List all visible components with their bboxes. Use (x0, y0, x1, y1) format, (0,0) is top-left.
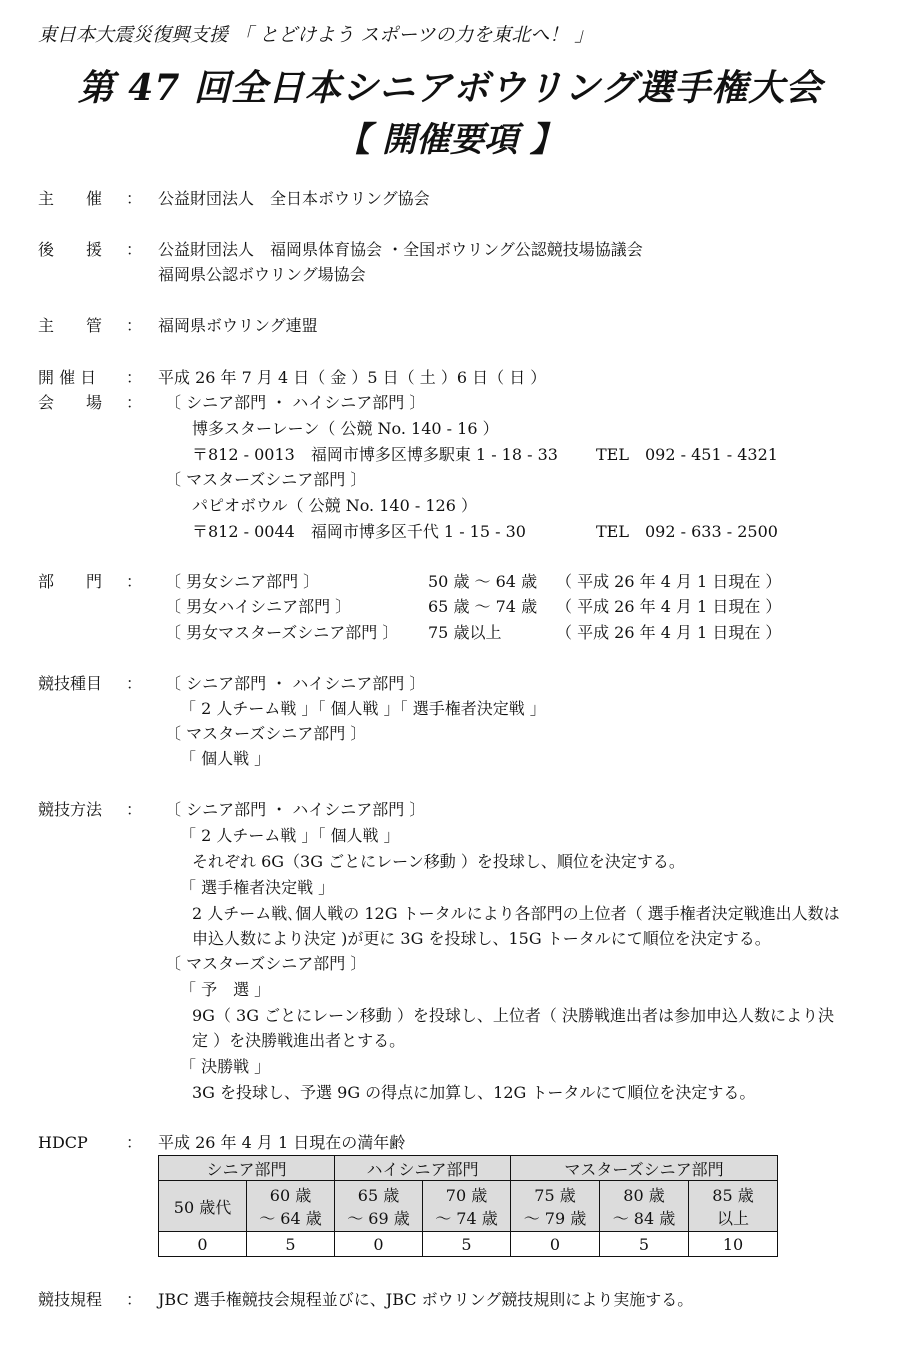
method-label: 競技方法 (38, 800, 103, 819)
division-age: 65 歳 ～ 74 歳 (428, 597, 538, 616)
method-desc3a: 9G（ 3G ごとにレーン移動 ）を投球し、上位者（ 決勝戦進出者は参加申込人数により決 (192, 1006, 834, 1025)
hdcp-age-line: ～ 74 歳 (435, 1209, 498, 1228)
colon: ： (126, 800, 143, 819)
divisions-label: 部 門 (38, 572, 103, 591)
hdcp-group: マスターズシニア部門 (511, 1156, 778, 1181)
hdcp-age (335, 1181, 423, 1232)
events-items1: 「 2 人チーム戦 」「 個人戦 」「 選手権者決定戦 」 (180, 699, 546, 718)
support-line2: 福岡県公認ボウリング場協会 (158, 265, 366, 284)
events-group1: 〔 シニア部門 ・ ハイシニア部門 〕 (165, 674, 426, 693)
events-group2: 〔 マスターズシニア部門 〕 (165, 724, 367, 743)
division-asof: （ 平成 26 年 4 月 1 日現在 ） (556, 572, 782, 591)
colon: ： (126, 674, 143, 693)
division-age: 50 歳 ～ 64 歳 (428, 572, 538, 591)
method-desc2b: 申込人数により決定 )が更に 3G を投球し、15G トータルにて順位を決定する。 (192, 929, 771, 948)
hdcp-age (600, 1181, 689, 1232)
hdcp-age-row (159, 1181, 778, 1232)
hdcp-age-line: 70 歳 (445, 1186, 488, 1205)
method-sub2: 「 選手権者決定戦 」 (180, 878, 335, 897)
hdcp-age-line: 以上 (716, 1209, 749, 1228)
dates-label: 開 催 日 (38, 368, 97, 387)
hdcp-age-line: 65 歳 (357, 1186, 400, 1205)
hdcp-group-row (159, 1156, 778, 1181)
venue-group2: 〔 マスターズシニア部門 〕 (165, 470, 367, 489)
hdcp-age-line: 85 歳 (712, 1186, 754, 1205)
slogan: 東日本大震災復興支援 「 とどけよう スポーツの力を東北へ！ 」 (38, 24, 594, 46)
colon: ： (126, 572, 143, 591)
venue-tel1: TEL 092 - 451 - 4321 (596, 445, 778, 464)
sponsor-value: 公益財団法人 全日本ボウリング協会 (158, 189, 430, 208)
events-items2: 「 個人戦 」 (180, 749, 271, 768)
hdcp-age (511, 1181, 600, 1232)
method-desc4: 3G を投球し、予選 9G の得点に加算し、12G トータルにて順位を決定する。 (192, 1083, 756, 1102)
colon: ： (126, 368, 143, 387)
hdcp-age (423, 1181, 511, 1232)
hdcp-table (158, 1155, 778, 1257)
organizer-value: 福岡県ボウリング連盟 (158, 316, 318, 335)
page-title: 第 47 回全日本シニアボウリング選手権大会 (77, 67, 823, 109)
events-label: 競技種目 (38, 674, 103, 693)
venue-address2: 〒812 - 0044 福岡市博多区千代 1 - 15 - 30 (192, 522, 526, 541)
colon: ： (126, 240, 143, 259)
method-group1: 〔 シニア部門 ・ ハイシニア部門 〕 (165, 800, 426, 819)
venue-tel2: TEL 092 - 633 - 2500 (596, 522, 778, 541)
hdcp-value: 0 (335, 1232, 423, 1257)
method-group2: 〔 マスターズシニア部門 〕 (165, 954, 367, 973)
colon: ： (126, 1133, 143, 1152)
venue-name1: 博多スターレーン（ 公競 No. 140 - 16 ） (192, 419, 499, 438)
hdcp-age-line: 60 歳 (269, 1186, 312, 1205)
division-name: 〔 男女マスターズシニア部門 〕 (165, 623, 399, 642)
hdcp-group: ハイシニア部門 (335, 1156, 511, 1181)
division-name: 〔 男女シニア部門 〕 (165, 572, 320, 591)
hdcp-value: 10 (689, 1232, 778, 1257)
venue-group1: 〔 シニア部門 ・ ハイシニア部門 〕 (165, 393, 426, 412)
venue-label: 会 場 (38, 393, 103, 412)
hdcp-age-line: ～ 64 歳 (259, 1209, 322, 1228)
venue-name2: パピオボウル（ 公競 No. 140 - 126 ） (192, 496, 477, 515)
method-desc2a: 2 人チーム戦､個人戦の 12G トータルにより各部門の上位者（ 選手権者決定戦進出人数は (192, 904, 840, 923)
hdcp-age-line: 80 歳 (623, 1186, 665, 1205)
hdcp-age-line: ～ 69 歳 (347, 1209, 410, 1228)
method-desc3b: 定 ）を決勝戦進出者とする。 (192, 1031, 406, 1050)
hdcp-age (247, 1181, 335, 1232)
hdcp-value: 5 (247, 1232, 335, 1257)
hdcp-age (689, 1181, 778, 1232)
hdcp-age-line: ～ 79 歳 (523, 1209, 587, 1228)
hdcp-value: 5 (600, 1232, 689, 1257)
colon: ： (126, 1290, 143, 1309)
hdcp-age (159, 1181, 247, 1232)
sponsor-label: 主 催 (38, 189, 103, 208)
colon: ： (126, 189, 143, 208)
rules-value: JBC 選手権競技会規程並びに、JBC ボウリング競技規則により実施する。 (158, 1290, 694, 1309)
method-desc1: それぞれ 6G（3G ごとにレーン移動 ）を投球し、順位を決定する。 (192, 852, 685, 871)
hdcp-value: 5 (423, 1232, 511, 1257)
method-sub4: 「 決勝戦 」 (180, 1057, 271, 1076)
hdcp-age-line: 75 歳 (534, 1186, 576, 1205)
rules-label: 競技規程 (38, 1290, 103, 1309)
dates-value: 平成 26 年 7 月 4 日（ 金 ）5 日（ 土 ）6 日（ 日 ） (158, 368, 547, 387)
hdcp-note: 平成 26 年 4 月 1 日現在の満年齢 (158, 1133, 406, 1152)
division-asof: （ 平成 26 年 4 月 1 日現在 ） (556, 623, 782, 642)
hdcp-value: 0 (159, 1232, 247, 1257)
colon: ： (126, 316, 143, 335)
division-name: 〔 男女ハイシニア部門 〕 (165, 597, 352, 616)
hdcp-age-line: 50 歳代 (173, 1197, 232, 1217)
division-asof: （ 平成 26 年 4 月 1 日現在 ） (556, 597, 782, 616)
support-line1: 公益財団法人 福岡県体育協会 ・全国ボウリング公認競技場協議会 (158, 240, 643, 259)
page-subtitle: 【 開催要項 】 (336, 120, 564, 160)
hdcp-group: シニア部門 (159, 1156, 335, 1181)
support-label: 後 援 (38, 240, 103, 259)
method-sub1: 「 2 人チーム戦 」「 個人戦 」 (180, 826, 400, 845)
hdcp-value-row (159, 1232, 778, 1257)
colon: ： (126, 393, 143, 412)
hdcp-value: 0 (511, 1232, 600, 1257)
hdcp-age-line: ～ 84 歳 (612, 1209, 676, 1228)
method-sub3: 「 予 選 」 (180, 980, 271, 999)
division-age: 75 歳以上 (428, 623, 502, 642)
hdcp-label: HDCP (38, 1133, 88, 1152)
organizer-label: 主 管 (38, 316, 103, 335)
venue-address1: 〒812 - 0013 福岡市博多区博多駅東 1 - 18 - 33 (192, 445, 558, 464)
